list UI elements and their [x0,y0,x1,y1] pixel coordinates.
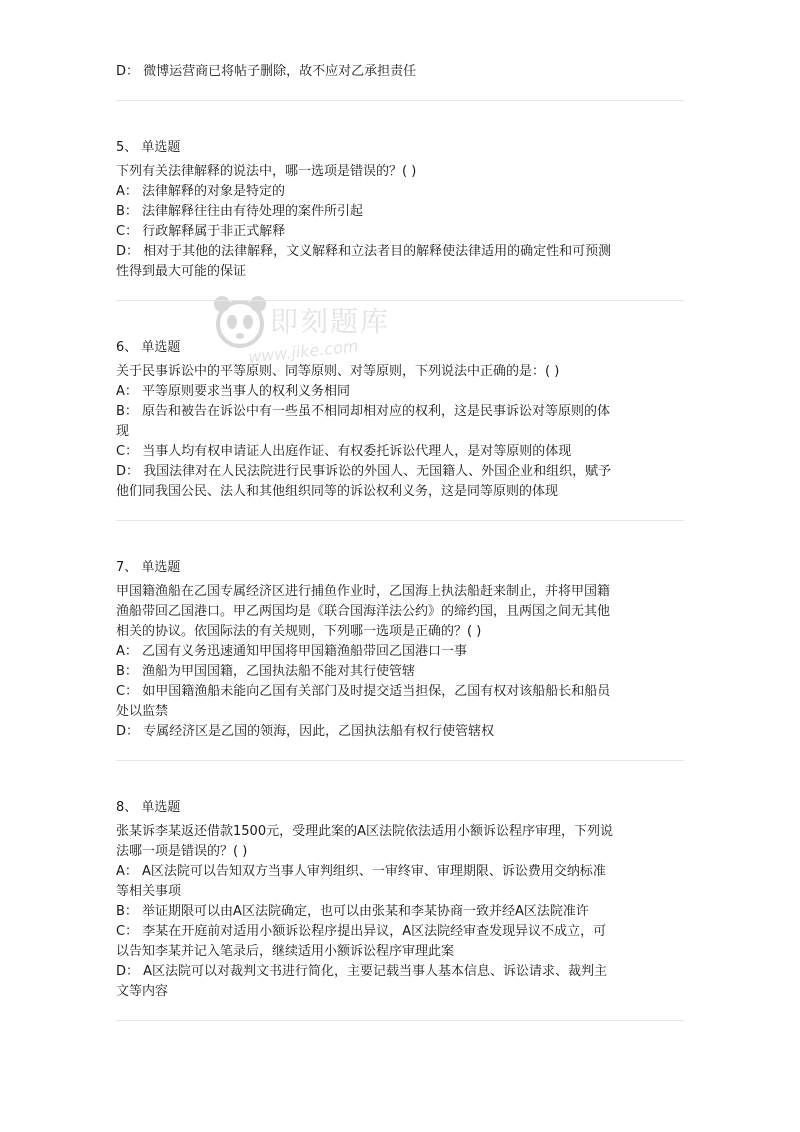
q5-option-d-cont: 性得到最大可能的保证 [116,264,247,279]
q6-option-d: D： 我国法律对在人民法院进行民事诉讼的外国人、无国籍人、外国企业和组织，赋予 [116,464,612,479]
q6-option-a: A： 平等原则要求当事人的权利义务相同 [116,384,351,399]
divider [116,1020,684,1021]
q5-option-b: B： 法律解释往往由有待处理的案件所引起 [116,204,364,219]
q8-option-a-cont: 等相关事项 [116,884,182,899]
q6-option-c: C： 当事人均有权申请证人出庭作证、有权委托诉讼代理人，是对等原则的体现 [116,444,572,459]
q8-heading: 8、 单选题 [116,800,181,815]
q8-option-c: C： 李某在开庭前对适用小额诉讼程序提出异议，A区法院经审查发现异议不成立，可 [116,924,607,939]
q5-stem: 下列有关法律解释的说法中，哪一选项是错误的？( ) [116,164,417,179]
q5-option-c: C： 行政解释属于非正式解释 [116,224,286,239]
watermark-text: 即刻题库 [270,305,391,338]
divider [116,100,684,101]
q8-stem: 张某诉李某返还借款1500元，受理此案的A区法院依法适用小额诉讼程序审理，下列说 [116,824,613,839]
q8-option-b: B： 举证期限可以由A区法院确定，也可以由张某和李某协商一致并经A区法院准许 [116,904,589,919]
q5-heading: 5、 单选题 [116,140,181,155]
q7-stem-cont: 渔船带回乙国港口。甲乙两国均是《联合国海洋法公约》的缔约国，且两国之间无其他 [116,604,611,619]
q7-option-c: C： 如甲国籍渔船未能向乙国有关部门及时提交适当担保，乙国有权对该船船长和船员 [116,684,611,699]
q8-option-a: A： A区法院可以告知双方当事人审判组织、一审终审、审理期限、诉讼费用交纳标准 [116,864,606,879]
q4-option-d: D： 微博运营商已将帖子删除，故不应对乙承担责任 [116,64,417,79]
q6-option-d-cont: 他们同我国公民、法人和其他组织同等的诉讼权利义务，这是同等原则的体现 [116,484,559,499]
q7-option-d: D： 专属经济区是乙国的领海，因此，乙国执法船有权行使管辖权 [116,724,495,739]
q6-option-b-cont: 现 [116,424,130,439]
q8-option-c-cont: 以告知李某并记入笔录后，继续适用小额诉讼程序审理此案 [116,944,455,959]
divider [116,520,684,521]
q6-heading: 6、 单选题 [116,340,181,355]
q6-stem: 关于民事诉讼中的平等原则、同等原则、对等原则，下列说法中正确的是：( ) [116,364,560,379]
q7-stem: 甲国籍渔船在乙国专属经济区进行捕鱼作业时，乙国海上执法船赶来制止，并将甲国籍 [116,584,611,599]
watermark-url: www.jike.com [247,336,360,367]
q5-option-a: A： 法律解释的对象是特定的 [116,184,286,199]
q7-heading: 7、 单选题 [116,560,181,575]
q5-option-d: D： 相对于其他的法律解释，文义解释和立法者目的解释使法律适用的确定性和可预测 [116,244,612,259]
q7-option-c-cont: 处以监禁 [116,704,169,719]
divider [116,760,684,761]
q7-option-a: A： 乙国有义务迅速通知甲国将甲国籍渔船带回乙国港口一事 [116,644,468,659]
q8-stem-cont: 法哪一项是错误的？( ) [116,844,248,859]
q7-option-b: B： 渔船为甲国国籍，乙国执法船不能对其行使管辖 [116,664,416,679]
q6-option-b: B： 原告和被告在诉讼中有一些虽不相同却相对应的权利，这是民事诉讼对等原则的体 [116,404,611,419]
q8-option-d: D： A区法院可以对裁判文书进行简化，主要记载当事人基本信息、诉讼请求、裁判主 [116,964,608,979]
divider [116,300,684,301]
q8-option-d-cont: 文等内容 [116,984,169,999]
q7-stem-cont: 相关的协议。依国际法的有关规则，下列哪一选项是正确的？( ) [116,624,482,639]
